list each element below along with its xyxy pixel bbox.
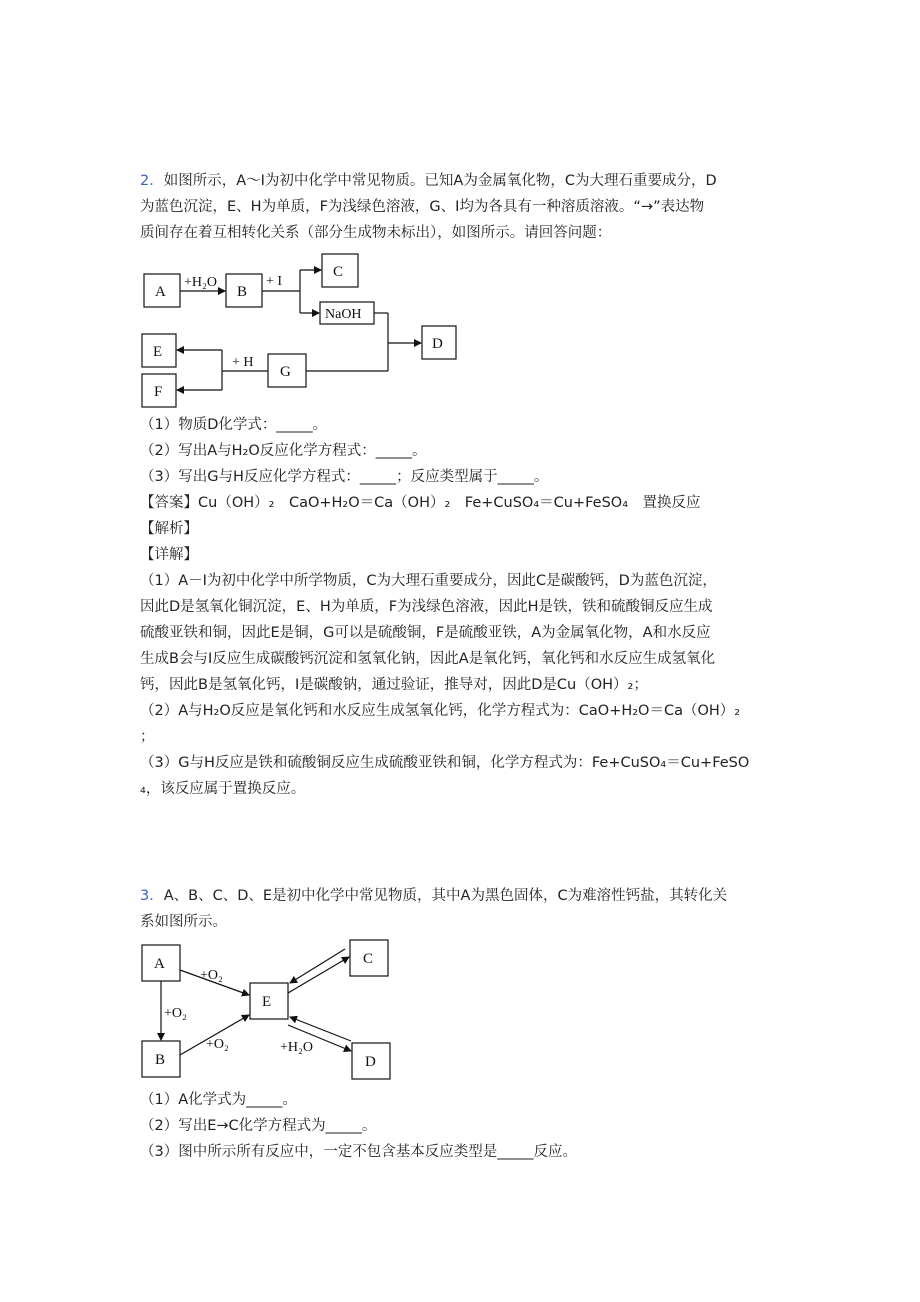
- q3-label-c: C: [363, 951, 374, 967]
- q2-label-d: D: [432, 336, 443, 352]
- q2-detail-line-1: （1）A－I为初中化学中所学物质，C为大理石重要成分，因此C是碳酸钙，D为蓝色沉淀，: [140, 573, 717, 589]
- q3-arrow-e-c: [288, 957, 349, 993]
- q2-analysis-label: 【解析】: [140, 521, 198, 537]
- q3-label-o2-ae: +O₂: [200, 968, 223, 983]
- q3-stem-line-2: 系如图所示。: [140, 914, 227, 930]
- q2-label-b: B: [237, 284, 248, 300]
- q3-body: [140, 1087, 790, 1165]
- q2-stem-line-3: 质间存在着互相转化关系（部分生成物未标出），如图所示。请回答问题：: [140, 225, 612, 241]
- q2-detail-line-2: 因此D是氢氧化铜沉淀，E、H为单质，F为浅绿色溶液，因此H是铁，铁和硫酸铜反应生成: [140, 599, 713, 615]
- q2-label-c: C: [333, 264, 344, 280]
- q3-stem-line-1: 3．A、B、C、D、E是初中化学中常见物质，其中A为黑色固体，C为难溶性钙盐，其转化关: [140, 888, 728, 904]
- q2-subq-2: （2）写出A与H₂O反应化学方程式：_____。: [140, 443, 427, 459]
- q2-label-g: G: [280, 364, 291, 380]
- q3-label-e: E: [262, 994, 272, 1010]
- q2-detail-line-7: ；: [140, 729, 155, 745]
- q3-label-h2o: +H₂O: [280, 1040, 313, 1055]
- q3-label-b: B: [155, 1052, 166, 1068]
- q3-label-a: A: [154, 956, 165, 972]
- q2-label-e: E: [153, 344, 163, 360]
- q2-label-plus-h: + H: [232, 355, 254, 370]
- q2-detail-line-9: ₄，该反应属于置换反应。: [140, 781, 306, 797]
- q2-subq-1: （1）物质D化学式：_____。: [140, 417, 328, 433]
- q2-stem-line-2: 为蓝色沉淀，E、H为单质，F为浅绿色溶液，G、I均为各具有一种溶质溶液。“→”表达物: [140, 199, 705, 215]
- q2-label-naoh: NaOH: [325, 307, 362, 322]
- q3-stem: [140, 883, 790, 935]
- q3-arrow-c-e: [290, 949, 345, 983]
- q3-diagram: [130, 935, 405, 1085]
- q2-stem-line-1: 2．如图所示，A～I为初中化学中常见物质。已知A为金属氧化物，C为大理石重要成分，D: [140, 173, 717, 189]
- q3-number: 3．: [140, 888, 164, 904]
- q2-subq-3: （3）写出G与H反应化学方程式：_____；反应类型属于_____。: [140, 469, 549, 485]
- q3-subq-2: （2）写出E→C化学方程式为_____。: [140, 1118, 377, 1134]
- q2-label-plus-i: + I: [266, 274, 283, 289]
- q3-label-o2-ab: +O₂: [164, 1006, 187, 1021]
- q3-label-o2-be: +O₂: [206, 1037, 229, 1052]
- q2-body: [140, 412, 790, 802]
- q2-detail-line-6: （2）A与H₂O反应是氧化钙和水反应生成氢氧化钙，化学方程式为：CaO+H₂O＝Ca（OH）₂: [140, 703, 741, 719]
- q2-detail-line-8: （3）G与H反应是铁和硫酸铜反应生成硫酸亚铁和铜，化学方程式为：Fe+CuSO₄＝Cu+FeSO: [140, 755, 750, 771]
- q2-detail-line-4: 生成B会与I反应生成碳酸钙沉淀和氢氧化钠，因此A是氧化钙，氧化钙和水反应生成氢氧化: [140, 651, 716, 667]
- q3-subq-1: （1）A化学式为_____。: [140, 1092, 297, 1108]
- q2-label-f: F: [154, 384, 163, 400]
- q2-diagram: [130, 250, 490, 415]
- q3-subq-3: （3）图中所示所有反应中，一定不包含基本反应类型是_____反应。: [140, 1144, 577, 1160]
- q2-answer: 【答案】Cu（OH）₂ CaO+H₂O＝Ca（OH）₂ Fe+CuSO₄＝Cu+FeSO₄ 置换反应: [140, 495, 701, 511]
- q2-number: 2．: [140, 173, 164, 189]
- q2-detail-label: 【详解】: [140, 547, 198, 563]
- q3-label-d: D: [365, 1054, 376, 1070]
- q2-detail-line-5: 钙，因此B是氢氧化钙，I是碳酸钠，通过验证，推导对，因此D是Cu（OH）₂；: [140, 677, 648, 693]
- q2-detail-line-3: 硫酸亚铁和铜，因此E是铜，G可以是硫酸铜，F是硫酸亚铁，A为金属氧化物，A和水反应: [140, 625, 711, 641]
- q2-label-a: A: [155, 284, 166, 300]
- q2-stem: [140, 168, 790, 246]
- q2-label-plus-h2o: +H₂O: [184, 275, 217, 290]
